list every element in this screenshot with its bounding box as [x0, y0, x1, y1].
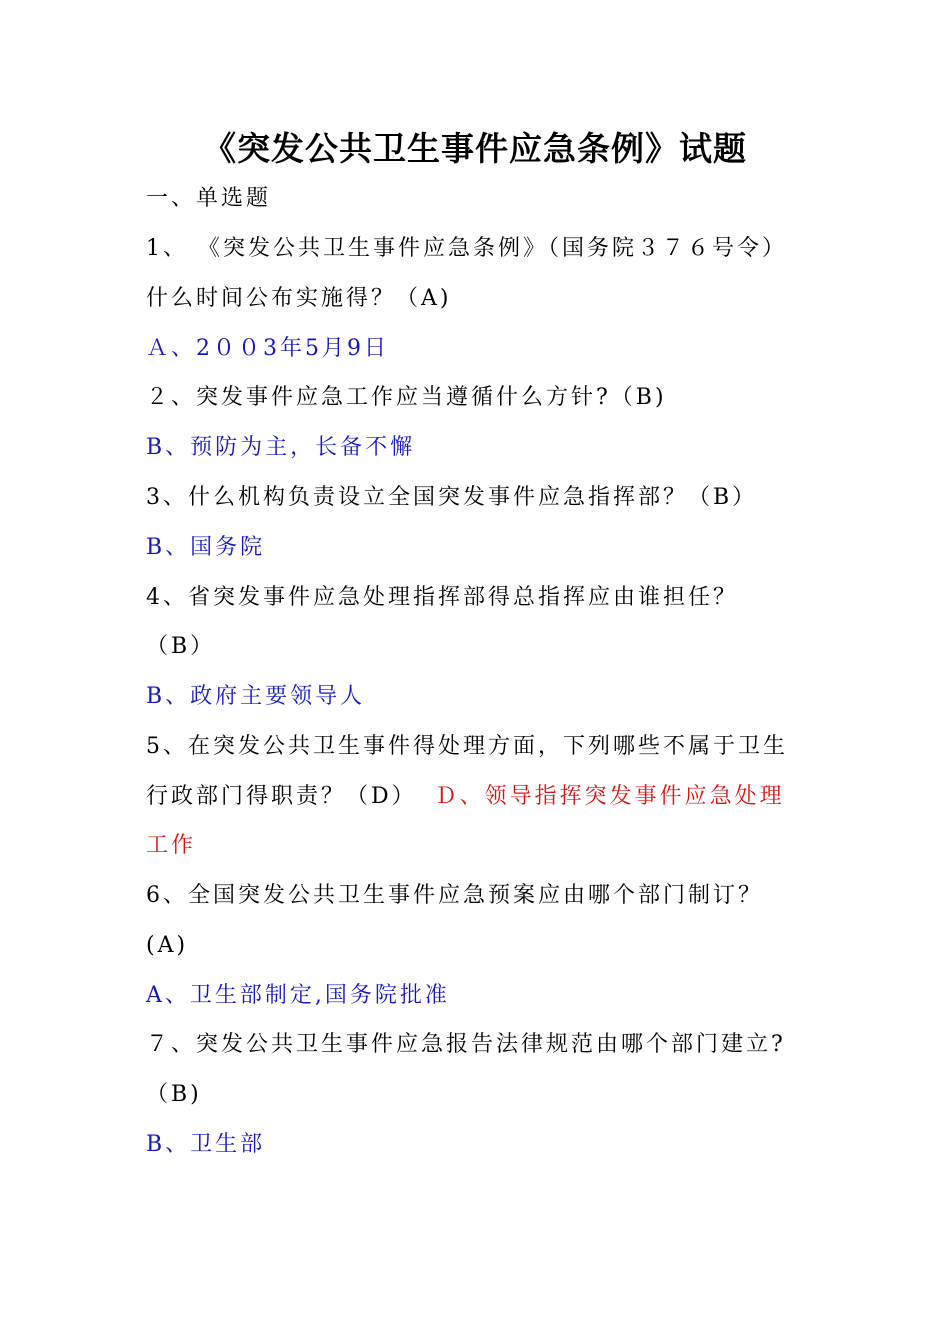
question-1-line-1: 1、 《突发公共卫生事件应急条例》（国务院３７６号令）	[146, 236, 787, 261]
question-5-text: 行政部门得职责？（D）	[146, 784, 417, 809]
question-1-line-2: 什么时间公布实施得？（A)	[146, 286, 452, 311]
question-5-line-2	[146, 782, 785, 812]
question-2-line-1: ２、突发事件应急工作应当遵循什么方针?（B)	[146, 385, 667, 410]
section-heading: 一、单选题	[146, 186, 272, 211]
document-title: 《突发公共卫生事件应急条例》试题	[203, 129, 747, 168]
answer-6: A、卫生部制定,国务院批准	[146, 983, 450, 1008]
answer-5-line-2: 工作	[146, 833, 197, 858]
question-7-line-1: ７、突发公共卫生事件应急报告法律规范由哪个部门建立?	[146, 1032, 786, 1057]
answer-3: B、国务院	[146, 535, 266, 560]
question-3-line-1: 3、什么机构负责设立全国突发事件应急指挥部？（B）	[146, 485, 758, 510]
question-6-line-2: (A)	[146, 933, 189, 958]
answer-2: B、预防为主，长备不懈	[146, 435, 416, 460]
question-4-line-1: 4、省突发事件应急处理指挥部得总指挥应由谁担任？	[146, 585, 738, 610]
question-7-line-2: （B)	[146, 1082, 202, 1107]
answer-1: Ａ、2００3年5月9日	[146, 336, 389, 361]
question-6-line-1: 6、全国突发公共卫生事件应急预案应由哪个部门制订？	[146, 883, 763, 908]
answer-4: B、政府主要领导人	[146, 684, 366, 709]
answer-7: B、卫生部	[146, 1132, 266, 1157]
answer-5-line-1: Ｄ、领导指挥突发事件应急处理	[434, 784, 785, 809]
question-4-line-2: （B）	[146, 634, 216, 659]
question-5-line-1: 5、在突发公共卫生事件得处理方面，下列哪些不属于卫生	[146, 734, 788, 759]
